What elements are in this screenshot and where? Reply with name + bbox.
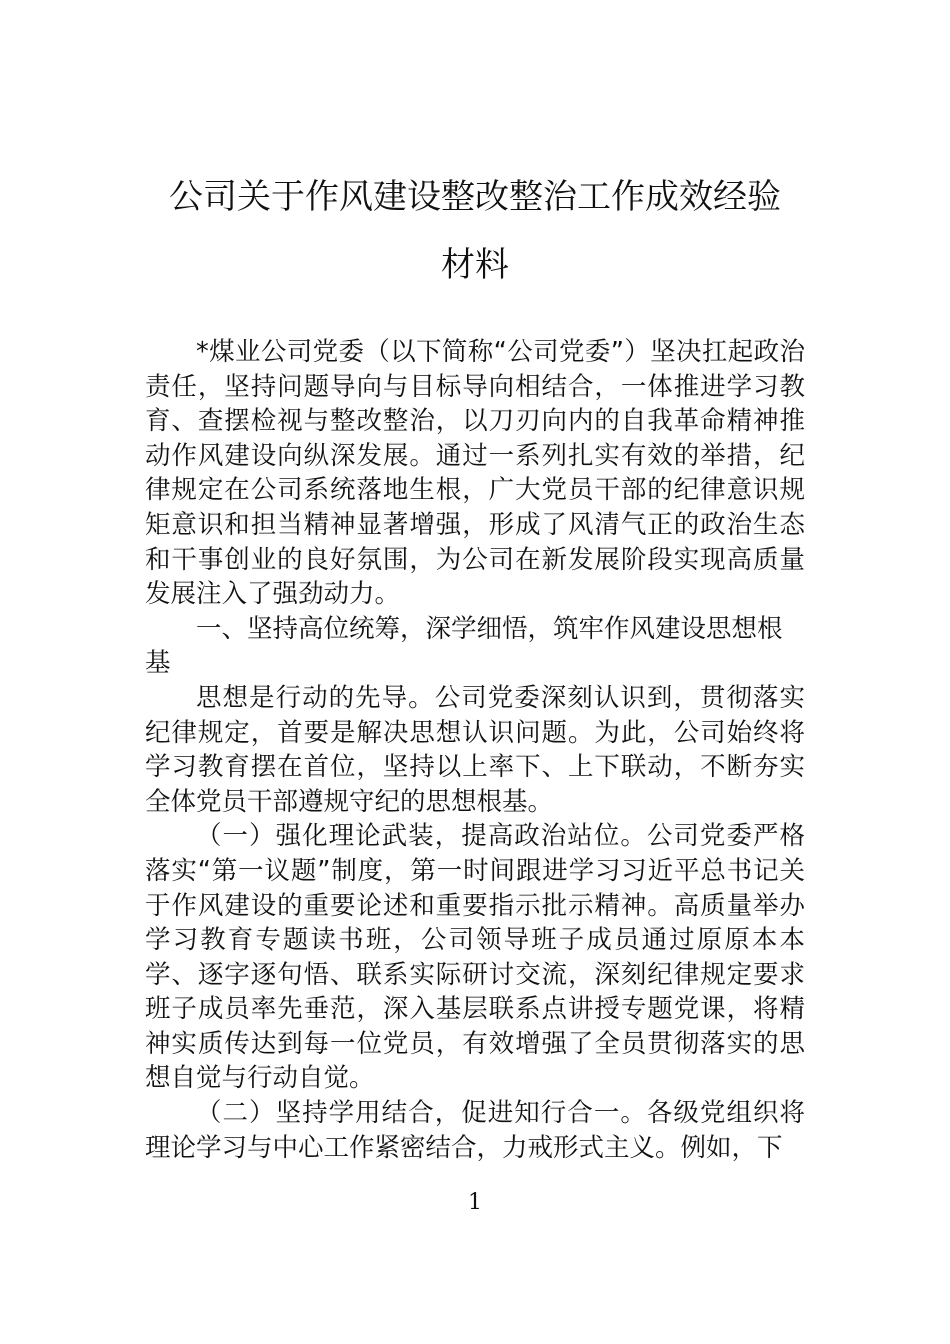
document-body (145, 335, 805, 1165)
page-number: 1 (468, 1190, 482, 1215)
document-title-line-1: 公司关于作风建设整改整治工作成效经验 (169, 177, 781, 217)
subsection-1-paragraph: （一）强化理论武装，提高政治站位。公司党委严格落实“第一议题”制度，第一时间跟进学习习近平总书记关于作风建设的重要论述和重要指示批示精神。高质量举办学习教育专题读书班，公司领导班子成员通过原原本本学、逐字逐句悟、联系实际研讨交流，深刻纪律规定要求班子成员率先垂范，深入基层联系点讲授专题党课，将精神实质传达到每一位党员，有效增强了全员贯彻落实的思想自觉与行动自觉。 (145, 821, 805, 1094)
subsection-2-paragraph: （二）坚持学用结合，促进知行合一。各级党组织将理论学习与中心工作紧密结合，力戒形式主义。例如，下 (145, 1098, 805, 1163)
document-title-line-2: 材料 (441, 245, 509, 285)
section-1-paragraph: 思想是行动的先导。公司党委深刻认识到，贯彻落实纪律规定，首要是解决思想认识问题。为此，公司始终将学习教育摆在首位，坚持以上率下、上下联动，不断夯实全体党员干部遵规守纪的思想根基。 (145, 682, 805, 817)
intro-paragraph: *煤业公司党委（以下简称“公司党委”）坚决扛起政治责任，坚持问题导向与目标导向相结合，一体推进学习教育、查摆检视与整改整治，以刀刃向内的自我革命精神推动作风建设向纵深发展。通过一系列扎实有效的举措，纪律规定在公司系统落地生根，广大党员干部的纪律意识规矩意识和担当精神显著增强，形成了风清气正的政治生态和干事创业的良好氛围，为公司在新发展阶段实现高质量发展注入了强劲动力。 (145, 337, 805, 610)
section-heading-1: 一、坚持高位统筹，深学细悟，筑牢作风建设思想根基 (145, 613, 783, 679)
